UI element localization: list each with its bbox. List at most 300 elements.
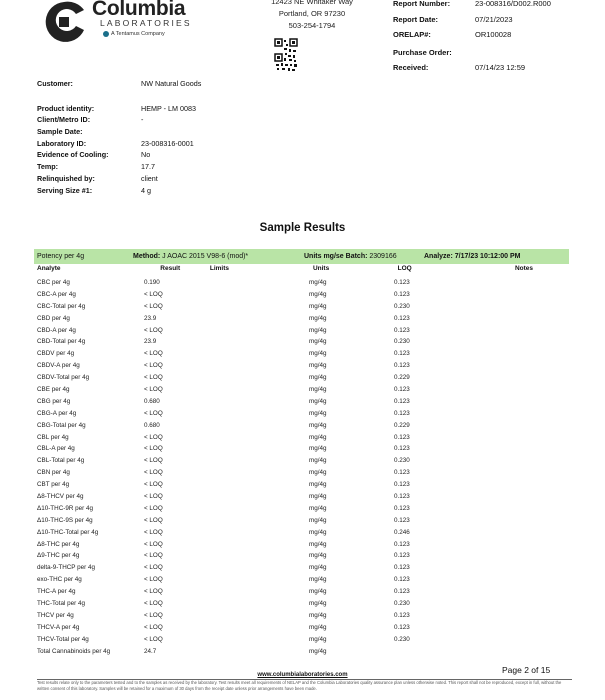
cell-units: mg/4g	[309, 421, 327, 429]
cell-analyte: THC-A per 4g	[37, 588, 76, 596]
cell-result: < LOQ	[144, 374, 163, 382]
sample-results-title: Sample Results	[259, 222, 346, 234]
cell-notes	[489, 622, 569, 634]
cell-loq: 0.230	[394, 302, 410, 310]
cell-units: mg/4g	[309, 528, 327, 536]
product-row	[37, 103, 337, 115]
cell-result: < LOQ	[144, 445, 163, 453]
footer-url-link[interactable]: www.columbialaboratories.com	[257, 672, 348, 678]
table-row	[34, 313, 569, 325]
cell-analyte: THCV-Total per 4g	[37, 635, 89, 643]
cell-loq: 0.123	[394, 362, 410, 370]
table-row	[34, 408, 569, 420]
cell-analyte: Total Cannabinoids per 4g	[37, 647, 111, 655]
cell-notes	[489, 479, 569, 491]
cell-result: < LOQ	[144, 469, 163, 477]
client-id-value: -	[141, 115, 144, 125]
cell-limits	[206, 467, 309, 479]
cell-result: < LOQ	[144, 576, 163, 584]
table-row	[34, 420, 569, 432]
analyze-label: Analyze:	[424, 253, 453, 260]
method-value: J AOAC 2015 V98-6 (mod)*	[162, 253, 249, 260]
cell-result: 23.9	[144, 338, 157, 346]
cell-analyte: CBE per 4g	[37, 386, 70, 394]
cell-limits	[206, 384, 309, 396]
cell-analyte: THCV-A per 4g	[37, 623, 80, 631]
cell-limits	[206, 562, 309, 574]
customer-row	[37, 78, 337, 90]
report-number-row	[393, 0, 605, 12]
units-batch	[304, 249, 424, 264]
cell-loq: 0.123	[394, 623, 410, 631]
cell-result: < LOQ	[144, 504, 163, 512]
temp-value: 17.7	[141, 162, 155, 172]
relinquished-value: client	[141, 173, 158, 183]
cell-loq: 0.123	[394, 290, 410, 298]
cell-result: < LOQ	[144, 528, 163, 536]
cell-notes	[489, 372, 569, 384]
address-line-2: Portland, OR 97230	[278, 9, 346, 18]
page-number: Page 2 of 15	[502, 665, 551, 675]
cell-units: mg/4g	[309, 445, 327, 453]
table-row	[34, 610, 569, 622]
cell-limits	[206, 325, 309, 337]
cell-result: < LOQ	[144, 564, 163, 572]
cell-analyte: Δ10-THC-9S per 4g	[37, 516, 93, 524]
cell-units: mg/4g	[309, 279, 327, 286]
cell-units: mg/4g	[309, 516, 327, 524]
cell-result: < LOQ	[144, 409, 163, 417]
cell-loq: 0.123	[394, 386, 410, 394]
table-row	[34, 455, 569, 467]
purchase-order-row	[393, 45, 605, 61]
cell-analyte: CBT per 4g	[37, 481, 70, 489]
cell-notes	[489, 420, 569, 432]
qr-code-icon	[274, 38, 298, 72]
cell-notes	[489, 277, 569, 289]
orelap-number: OR100028	[475, 30, 512, 39]
table-row	[34, 336, 569, 348]
batch-label: Batch:	[345, 253, 368, 260]
cell-limits	[206, 432, 309, 444]
client-id-label: Client/Metro ID:	[37, 115, 91, 125]
method-label: Method:	[133, 253, 161, 260]
report-date-row	[393, 12, 605, 28]
cooling-label: Evidence of Cooling:	[37, 150, 109, 160]
cell-analyte: CBL per 4g	[37, 433, 69, 441]
units-label: Units mg/se	[304, 253, 344, 260]
cell-units: mg/4g	[309, 457, 327, 465]
cell-loq: 0.123	[394, 481, 410, 489]
cell-units: mg/4g	[309, 290, 327, 298]
table-row	[34, 325, 569, 337]
table-row	[34, 396, 569, 408]
cell-result: < LOQ	[144, 552, 163, 560]
cell-notes	[489, 313, 569, 325]
cell-analyte: Δ10-THC-9R per 4g	[37, 504, 93, 512]
cell-result: < LOQ	[144, 588, 163, 596]
cell-units: mg/4g	[309, 469, 327, 477]
cell-limits	[206, 491, 309, 503]
address-line-1: 12423 NE Whitaker Way	[271, 0, 353, 6]
cell-loq: 0.123	[394, 445, 410, 453]
col-limits: Limits	[209, 265, 230, 272]
company-phone: 503-254-1794	[288, 21, 336, 30]
company-address	[262, 0, 362, 32]
cell-loq: 0.123	[394, 552, 410, 560]
table-row	[34, 301, 569, 313]
cell-loq: 0.123	[394, 611, 410, 619]
cell-analyte: Δ8-THCV per 4g	[37, 493, 84, 501]
cell-loq: 0.123	[394, 350, 410, 358]
sample-info	[37, 78, 337, 196]
analyze-info	[424, 249, 569, 264]
sample-date-row	[37, 126, 337, 138]
cell-notes	[489, 325, 569, 337]
col-analyte: Analyte	[37, 265, 61, 272]
cell-loq: 0.123	[394, 540, 410, 548]
cell-notes	[489, 384, 569, 396]
serving-size-row	[37, 185, 337, 197]
table-row	[34, 622, 569, 634]
cell-limits	[206, 646, 309, 658]
cell-result: < LOQ	[144, 481, 163, 489]
cell-analyte: CBG per 4g	[37, 397, 71, 405]
cell-notes	[489, 550, 569, 562]
cell-units: mg/4g	[309, 600, 327, 608]
cell-loq: 0.123	[394, 516, 410, 524]
cell-analyte: CBC-Total per 4g	[37, 302, 86, 310]
cell-notes	[489, 336, 569, 348]
cell-notes	[489, 598, 569, 610]
cell-notes	[489, 467, 569, 479]
cell-units: mg/4g	[309, 433, 327, 441]
cell-result: < LOQ	[144, 326, 163, 334]
cell-units: mg/4g	[309, 481, 327, 489]
cell-analyte: delta-9-THCP per 4g	[37, 564, 95, 572]
cell-result: < LOQ	[144, 623, 163, 631]
cell-notes	[489, 515, 569, 527]
cell-loq: 0.123	[394, 314, 410, 322]
cell-loq: 0.123	[394, 576, 410, 584]
cell-limits	[206, 598, 309, 610]
customer-value: NW Natural Goods	[141, 79, 202, 88]
cell-units: mg/4g	[309, 493, 327, 501]
cell-analyte: Δ10-THC-Total per 4g	[37, 528, 99, 536]
orelap-row	[393, 27, 605, 43]
cell-limits	[206, 396, 309, 408]
cell-result: < LOQ	[144, 362, 163, 370]
lab-id-value: 23-008316-0001	[141, 138, 194, 148]
cell-units: mg/4g	[309, 350, 327, 358]
serving-size-value: 4 g	[141, 185, 151, 195]
analyze-value: 7/17/23 10:12:00 PM	[454, 253, 521, 260]
cell-limits	[206, 622, 309, 634]
table-row	[34, 550, 569, 562]
cell-limits	[206, 455, 309, 467]
cell-loq: 0.123	[394, 279, 410, 286]
cell-loq: 0.123	[394, 588, 410, 596]
cell-analyte: CBG-Total per 4g	[37, 421, 86, 429]
cell-result: < LOQ	[144, 290, 163, 298]
cell-result: < LOQ	[144, 540, 163, 548]
footer-disclaimer: Test results relate only to the parameters tested and to the samples as received by the laboratory. Test results meet all requirements of NELAP and the Columbia Laboratories quality assurance plan unless otherwise noted. This report shall not be reproduced, except in full, without the written consent of this laboratory. Samples will be retained for a maximum of 30 days from the receipt date unless prior arrangements have been made.	[37, 680, 562, 692]
cell-limits	[206, 539, 309, 551]
cell-notes	[489, 396, 569, 408]
cell-limits	[206, 301, 309, 313]
cell-limits	[206, 550, 309, 562]
cell-result: < LOQ	[144, 302, 163, 310]
cell-analyte: exo-THC per 4g	[37, 576, 82, 584]
cell-limits	[206, 586, 309, 598]
cell-analyte: Δ9-THC per 4g	[37, 552, 80, 560]
cell-units: mg/4g	[309, 635, 327, 643]
cell-notes	[489, 301, 569, 313]
temp-row	[37, 161, 337, 173]
cell-notes	[489, 443, 569, 455]
col-units: Units	[312, 265, 330, 272]
cell-limits	[206, 610, 309, 622]
relinquished-label: Relinquished by:	[37, 173, 95, 183]
cell-units: mg/4g	[309, 302, 327, 310]
cell-loq: 0.123	[394, 433, 410, 441]
cell-limits	[206, 360, 309, 372]
cell-result: < LOQ	[144, 457, 163, 465]
cell-limits	[206, 348, 309, 360]
received-date: 07/14/23 12:59	[475, 63, 526, 72]
cell-notes	[489, 360, 569, 372]
columbia-logo-icon	[40, 0, 88, 44]
cell-loq	[394, 646, 489, 658]
cell-units: mg/4g	[309, 611, 327, 619]
cell-result: < LOQ	[144, 433, 163, 441]
table-row	[34, 527, 569, 539]
results-column-headers	[34, 265, 569, 275]
cell-units: mg/4g	[309, 576, 327, 584]
cell-units: mg/4g	[309, 623, 327, 631]
cell-result: < LOQ	[144, 493, 163, 501]
cell-limits	[206, 634, 309, 646]
cell-units: mg/4g	[309, 564, 327, 572]
cell-notes	[489, 574, 569, 586]
report-number-label: Report Number:	[393, 0, 451, 8]
lab-id-row	[37, 138, 337, 150]
lab-id-label: Laboratory ID:	[37, 138, 87, 148]
cell-loq: 0.246	[394, 528, 410, 536]
table-row	[34, 515, 569, 527]
cell-units: mg/4g	[309, 504, 327, 512]
cell-limits	[206, 420, 309, 432]
company-tagline	[103, 31, 165, 37]
cell-limits	[206, 277, 309, 289]
cell-units: mg/4g	[309, 326, 327, 334]
cell-loq: 0.123	[394, 564, 410, 572]
cell-units: mg/4g	[309, 409, 327, 417]
cell-result: 0.680	[144, 421, 160, 429]
cell-analyte: CBC-A per 4g	[37, 290, 76, 298]
batch-value: 2309166	[369, 253, 397, 260]
cell-loq: 0.123	[394, 397, 410, 405]
cell-result: < LOQ	[144, 600, 163, 608]
cell-loq: 0.230	[394, 600, 410, 608]
table-row	[34, 443, 569, 455]
cell-limits	[206, 479, 309, 491]
cooling-row	[37, 149, 337, 161]
cell-notes	[489, 503, 569, 515]
client-id-row	[37, 114, 337, 126]
cell-limits	[206, 289, 309, 301]
cell-loq: 0.123	[394, 409, 410, 417]
table-row	[34, 348, 569, 360]
cell-units: mg/4g	[309, 397, 327, 405]
cell-loq: 0.123	[394, 326, 410, 334]
potency-label: Potency per 4g	[37, 253, 85, 260]
cell-result: < LOQ	[144, 611, 163, 619]
cooling-value: No	[141, 150, 151, 160]
cell-limits	[206, 336, 309, 348]
cell-analyte: CBN per 4g	[37, 469, 70, 477]
sample-date-value	[141, 126, 337, 138]
table-row	[34, 646, 569, 658]
cell-loq: 0.230	[394, 457, 410, 465]
cell-units: mg/4g	[309, 338, 327, 346]
cell-analyte: CBD per 4g	[37, 314, 70, 322]
cell-analyte: CBDV per 4g	[37, 350, 75, 358]
table-row	[34, 562, 569, 574]
cell-result: 0.680	[144, 397, 160, 405]
cell-loq: 0.229	[394, 421, 410, 429]
cell-analyte: CBD-Total per 4g	[37, 338, 86, 346]
method-info	[133, 249, 304, 264]
report-date-label: Report Date:	[393, 14, 439, 24]
cell-units: mg/4g	[309, 588, 327, 596]
product-label: Product identity:	[37, 103, 95, 113]
cell-result: < LOQ	[144, 516, 163, 524]
cell-limits	[206, 503, 309, 515]
cell-units: mg/4g	[309, 386, 327, 394]
received-row	[393, 60, 605, 76]
table-row	[34, 574, 569, 586]
table-row	[34, 539, 569, 551]
cell-units: mg/4g	[309, 374, 327, 382]
cell-limits	[206, 574, 309, 586]
cell-loq: 0.229	[394, 374, 410, 382]
report-header	[0, 0, 605, 76]
cell-notes	[489, 527, 569, 539]
cell-notes	[489, 610, 569, 622]
cell-units: mg/4g	[309, 314, 327, 322]
cell-analyte: THC-Total per 4g	[37, 600, 85, 608]
cell-analyte: CBG-A per 4g	[37, 409, 77, 417]
cell-analyte: CBDV-Total per 4g	[37, 374, 90, 382]
customer-label: Customer:	[37, 79, 73, 88]
cell-loq: 0.230	[394, 338, 410, 346]
method-bar	[34, 249, 569, 264]
cell-notes	[489, 646, 569, 658]
table-row	[34, 384, 569, 396]
purchase-order	[475, 45, 605, 61]
report-number: 23-008316/D002.R000	[475, 0, 551, 8]
cell-notes	[489, 491, 569, 503]
company-name: Columbia	[92, 0, 186, 20]
cell-notes	[489, 539, 569, 551]
cell-units: mg/4g	[309, 647, 327, 655]
cell-limits	[206, 313, 309, 325]
cell-limits	[206, 515, 309, 527]
cell-units: mg/4g	[309, 540, 327, 548]
cell-limits	[206, 443, 309, 455]
cell-result: < LOQ	[144, 350, 163, 358]
table-row	[34, 598, 569, 610]
table-row	[34, 586, 569, 598]
cell-notes	[489, 455, 569, 467]
cell-notes	[489, 289, 569, 301]
cell-result: 24.7	[144, 647, 157, 655]
cell-loq: 0.123	[394, 469, 410, 477]
cell-loq: 0.230	[394, 635, 410, 643]
sample-date-label: Sample Date:	[37, 127, 83, 137]
purchase-order-label: Purchase Order:	[393, 47, 452, 57]
cell-analyte: THCV per 4g	[37, 611, 74, 619]
table-row	[34, 491, 569, 503]
cell-loq: 0.123	[394, 493, 410, 501]
results-table	[34, 277, 569, 658]
cell-result: < LOQ	[144, 635, 163, 643]
table-row	[34, 360, 569, 372]
cell-result: < LOQ	[144, 386, 163, 394]
company-subtitle: LABORATORIES	[100, 18, 192, 28]
cell-analyte: CBC per 4g	[37, 279, 70, 286]
cell-limits	[206, 408, 309, 420]
table-row	[34, 467, 569, 479]
table-row	[34, 372, 569, 384]
table-row	[34, 277, 569, 289]
cell-notes	[489, 408, 569, 420]
temp-label: Temp:	[37, 162, 59, 172]
cell-notes	[489, 586, 569, 598]
cell-analyte: Δ8-THC per 4g	[37, 540, 80, 548]
cell-analyte: CBDV-A per 4g	[37, 362, 80, 370]
col-result: Result	[160, 265, 181, 272]
orelap-label: ORELAP#:	[393, 30, 431, 39]
cell-analyte: CBL-Total per 4g	[37, 457, 85, 465]
product-value: HEMP - LM 0083	[141, 103, 196, 113]
tagline-text: A Tentamus Company	[111, 31, 165, 37]
report-date: 07/21/2023	[475, 14, 513, 24]
table-row	[34, 432, 569, 444]
table-row	[34, 634, 569, 646]
table-row	[34, 503, 569, 515]
cell-analyte: CBL-A per 4g	[37, 445, 75, 453]
serving-size-label: Serving Size #1:	[37, 185, 93, 195]
cell-loq: 0.123	[394, 504, 410, 512]
table-row	[34, 289, 569, 301]
cell-limits	[206, 527, 309, 539]
relinquished-row	[37, 173, 337, 185]
report-meta	[393, 0, 605, 76]
cell-notes	[489, 634, 569, 646]
cell-result: 23.9	[144, 314, 157, 322]
table-row	[34, 479, 569, 491]
cell-notes	[489, 348, 569, 360]
cell-notes	[489, 562, 569, 574]
cell-units: mg/4g	[309, 362, 327, 370]
col-notes: Notes	[514, 265, 534, 272]
cell-limits	[206, 372, 309, 384]
cell-analyte: CBD-A per 4g	[37, 326, 76, 334]
cell-notes	[489, 432, 569, 444]
cell-result: 0.190	[144, 279, 160, 286]
